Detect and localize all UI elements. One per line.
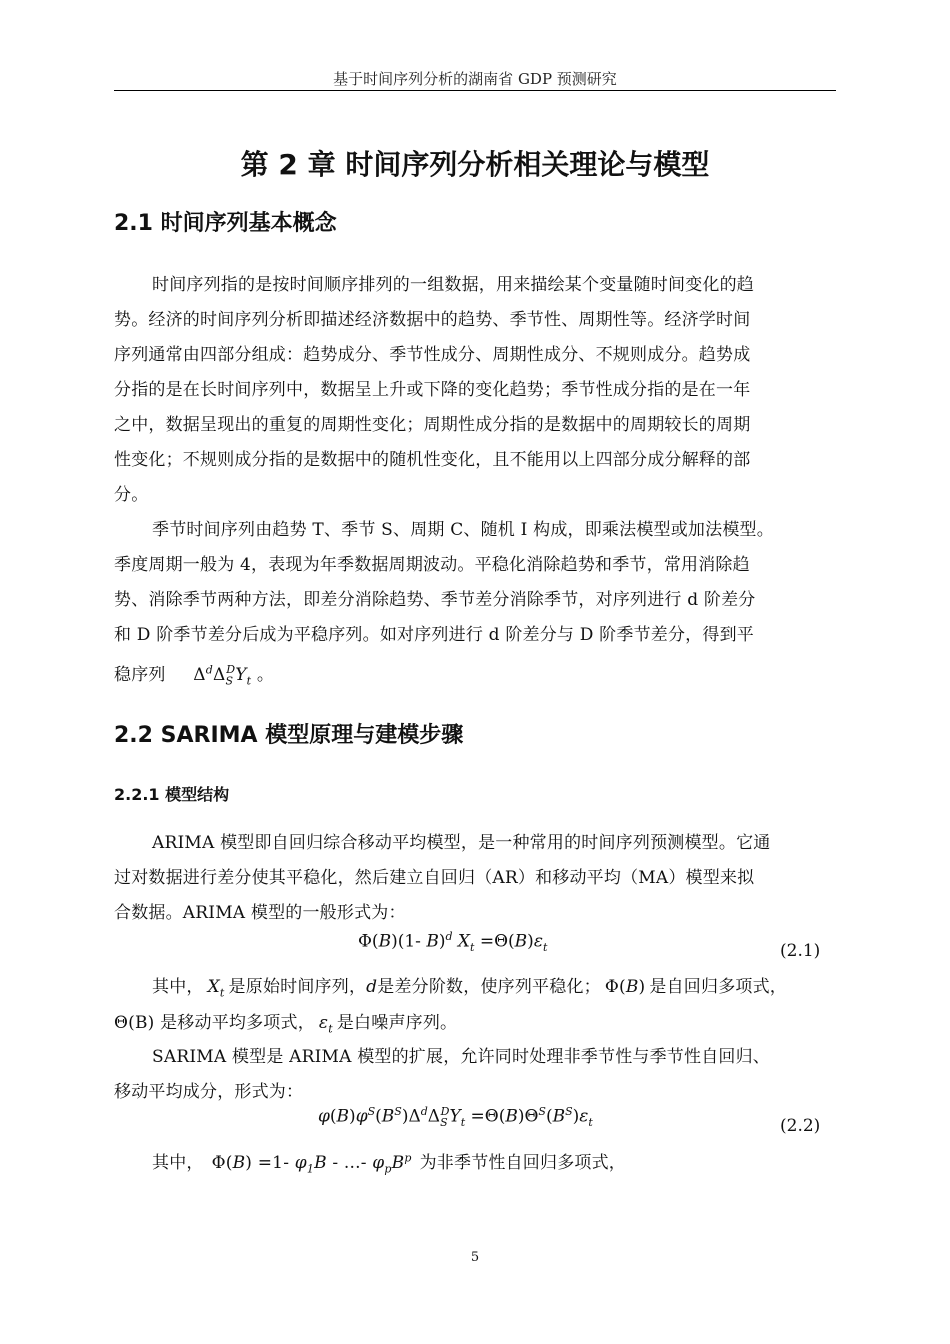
equation-number: (2.2) (780, 1116, 821, 1136)
text-run: 是差分阶数，使序列平稳化； (377, 977, 601, 997)
nonseasonal-ar-polynomial: Φ(B) =1- $\varphi_1B$ - ...- $\varphi_pB^p$ (211, 1151, 412, 1176)
paragraph-line: 过对数据进行差分使其平稳化，然后建立自回归（AR）和移动平均（MA）模型来拟 (114, 868, 755, 888)
symbol-x-t: $X_t$ (207, 977, 225, 1000)
paragraph-line: 之中，数据呈现出的重复的周期性变化；周期性成分指的是数据中的周期较长的周期 (114, 415, 751, 435)
paragraph-line: 势、消除季节两种方法，即差分消除趋势、季节差分消除季节，对序列进行 d 阶差分 (114, 590, 756, 610)
symbol-epsilon-t: $\varepsilon_t$ (318, 1013, 333, 1036)
paragraph-line: 和 D 阶季节差分后成为平稳序列。如对序列进行 d 阶差分与 D 阶季节差分，得到平 (114, 625, 754, 645)
equation-2-1: Φ(B)(1- B)$^d$ $X_t =\Theta(B)\varepsilon_t$ (358, 930, 548, 955)
paragraph-line (114, 1008, 457, 1035)
text-run: 稳序列 (114, 665, 166, 685)
symbol-d: d (366, 977, 378, 997)
paragraph-line: 分指的是在长时间序列中，数据呈上升或下降的变化趋势；季节性成分指的是在一年 (114, 380, 751, 400)
paragraph-line: 势。经济的时间序列分析即描述经济数据中的趋势、季节性、周期性等。经济学时间 (114, 310, 751, 330)
paragraph-line (114, 660, 274, 687)
text-run: 为非季节性自回归多项式， (419, 1153, 626, 1173)
text-run: 其中， (152, 1153, 204, 1173)
paragraph-line: 分。 (114, 485, 149, 505)
paragraph-line: 季节时间序列由趋势 T、季节 S、周期 C、随机 I 构成，即乘法模型或加法模型。 (152, 520, 774, 540)
running-header: 基于时间序列分析的湖南省 GDP 预测研究 (333, 70, 617, 88)
paragraph-line: 性变化；不规则成分指的是数据中的随机性变化，且不能用以上四部分成分解释的部 (114, 450, 751, 470)
stationary-series-formula: $\Delta^d\Delta_S^DY_t$ (193, 663, 252, 688)
text-run: 其中， (152, 977, 204, 997)
paragraph-line: 合数据。ARIMA 模型的一般形式为： (114, 903, 406, 923)
paragraph-line: 时间序列指的是按时间顺序排列的一组数据，用来描绘某个变量随时间变化的趋 (152, 275, 754, 295)
text-run: 。 (256, 665, 275, 685)
paragraph-line (152, 1148, 626, 1175)
text-run: 是原始时间序列， (228, 977, 367, 997)
text-run: 是自回归多项式， (649, 977, 787, 997)
page-number: 5 (470, 1250, 480, 1265)
equation-number: (2.1) (780, 941, 821, 961)
chapter-title: 第 2 章 时间序列分析相关理论与模型 (240, 148, 710, 181)
text-run: 是白噪声序列。 (336, 1013, 458, 1033)
section-heading-2-2: 2.2 SARIMA 模型原理与建模步骤 (114, 723, 464, 748)
subsection-heading-2-2-1: 2.2.1 模型结构 (114, 785, 230, 804)
paragraph-line: ARIMA 模型即自回归综合移动平均模型，是一种常用的时间序列预测模型。它通 (152, 833, 771, 853)
paragraph-line: 移动平均成分，形式为： (114, 1082, 304, 1102)
text-run: Θ(B) 是移动平均多项式， (114, 1013, 315, 1033)
paragraph-line (152, 972, 787, 999)
paragraph-line: SARIMA 模型是 ARIMA 模型的扩展，允许同时处理非季节性与季节性自回归、 (152, 1047, 771, 1067)
equation-2-2: $\varphi(B)\varphi^S(B^S)\Delta^d\Delta_S^DY_t =\Theta(B)\Theta^S(B^S)\varepsilon_t$ (318, 1105, 593, 1130)
symbol-phi-b: Φ(B) (604, 977, 646, 997)
section-heading-2-1: 2.1 时间序列基本概念 (114, 211, 337, 236)
header-rule (114, 90, 836, 91)
paragraph-line: 序列通常由四部分组成：趋势成分、季节性成分、周期性成分、不规则成分。趋势成 (114, 345, 751, 365)
paragraph-line: 季度周期一般为 4，表现为年季数据周期波动。平稳化消除趋势和季节，常用消除趋 (114, 555, 750, 575)
